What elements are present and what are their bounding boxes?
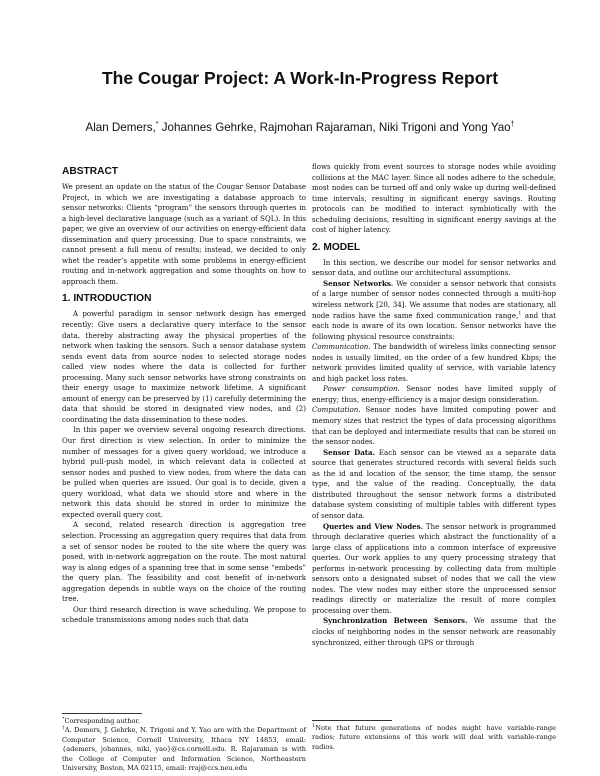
sensor-data-heading: Sensor Data.	[323, 447, 376, 457]
right-top-paragraph: flows quickly from event sources to storage nodes while avoiding collisions at the MAC layer. Since all nodes adhere to the schedule, most nodes can be turned off and only wake up during well-defined time intervals, resulting in significant energy savings. Routing protocols can be modified to interact symbiotically with the scheduling decisions, resulting in significant energy savings at the cost of higher latency.	[312, 162, 556, 235]
right-footnotes	[312, 720, 556, 752]
footnote-affiliation: †A. Demers, J. Gehrke, N. Trigoni and Y. Yao are with the Department of Computer Science, Cornell University, Ithaca NY 14853, email: {ademers, johannes, niki, yao}@cs.cornell.edu. R. Rajaraman is with the College of Computer and Information Science, Northeastern University, Boston, MA 02115, email: rraj@ccs.neu.edu	[62, 725, 307, 773]
first-author-mark: *	[155, 121, 159, 129]
intro-paragraph-2: In this paper we overview several ongoing research directions. Our first direction is view selection. In order to minimize the number of messages for a given query workload, we introduce a hybrid pull-push model, in which relevant data is collected at sensor nodes and pushed to view nodes, from where the data can be pulled when queries are issued. Our goal is to decide, given a query workload, what data we should store and where in the network this data should be stored in order to minimize the expected overall query cost.	[62, 425, 306, 519]
intro-heading: 1. INTRODUCTION	[62, 293, 152, 305]
left-column	[62, 160, 306, 626]
computation-paragraph: Computation. Sensor nodes have limited computing power and memory sizes that restrict the types of data processing algorithms that can be deployed and intermediate results that can be stored on the sensor nodes.	[312, 405, 556, 447]
footnote-rule	[62, 713, 142, 714]
abstract-text: We present an update on the status of the Cougar Sensor Database Project, in which we are investigating a database approach to sensor networks: Clients “program” the sensors through queries in a high-level declarative language (such as a variant of SQL). In this paper, we give an overview of our activities on energy-efficient data dissemination and query processing. Due to space constraints, we cannot present a full menu of results; instead, we decided to only whet the reader’s appetite with some problems in energy-efficient routing and in-network aggregation and some thoughts on how to approach them.	[62, 182, 306, 286]
intro-paragraph-3: A second, related research direction is aggregation tree selection. Processing an aggregation query requires that data from a set of sensor nodes be routed to the site where the query was posed, with in-network aggregation on the route. The most natural way is along edges of a spanning tree that in some sense “embeds” the query plan. The feasibility and cost benefit of in-network aggregation depends in subtle ways on the choice of the routing tree.	[62, 520, 306, 604]
communication-heading: Communication.	[312, 342, 371, 352]
left-footnotes	[62, 713, 306, 773]
power-paragraph: Power consumption. Sensor nodes have limited supply of energy; thus, energy-efficiency is a major design consideration.	[312, 384, 556, 404]
other-authors: Johannes Gehrke, Rajmohan Rajaraman, Niki Trigoni and Yong Yao	[161, 121, 511, 134]
intro-paragraph-1: A powerful paradigm in sensor network design has emerged recently: Give users a declarative query interface to the sensor data, thereby abstracting away the physical properties of the network when tasking the sensors. Such a sensor database system sends event data from source nodes to selected storage nodes called view nodes where the data is collected for further processing. Many such sensor networks have strong constraints on their energy usage to maximize network lifetime. A significant amount of energy can be preserved by (1) carefully determining the data that should be stored in designated view nodes, and (2) coordinating the data dissemination to these nodes.	[62, 309, 306, 424]
footnote-1: $^1$Note that future generations of nodes might have variable-range radios; future extensions of this work will deal with variable-range radios.	[312, 722, 556, 751]
footnote-1-ref: 1	[518, 310, 522, 317]
other-authors-mark: †	[510, 121, 515, 129]
footnote-affiliation-mark: †	[62, 725, 65, 732]
footnote-1-mark: 1	[312, 722, 316, 729]
communication-paragraph: Communication. The bandwidth of wireless links connecting sensor nodes is usually limited, on the order of a few hundred Kbps; the network provides limited quality of service, with variable latency and high packet loss rates.	[312, 342, 556, 383]
footnote-rule-right	[312, 720, 392, 721]
computation-heading: Computation.	[312, 405, 361, 415]
model-heading: 2. MODEL	[312, 241, 361, 253]
paper-title: The Cougar Project: A Work-In-Progress Report	[101, 68, 499, 88]
first-author: Alan Demers,	[85, 121, 156, 134]
footnote-corresponding-mark: *	[62, 715, 65, 722]
abstract-heading: ABSTRACT	[62, 166, 119, 177]
author-list	[0, 121, 600, 134]
sensor-networks-paragraph: Sensor Networks. We consider a sensor network that consists of a large number of sensor nodes connected through a multi-hop wireless network [20, 34]. We assume that nodes are stationary, all node radios have the same fixed communication range,$^1$ and that each node is aware of its own location. Sensor networks have the following physical resource constraints:	[312, 278, 556, 341]
power-heading: Power consumption.	[323, 384, 400, 394]
right-column	[312, 162, 556, 648]
queries-heading: Queries and View Nodes.	[323, 521, 424, 531]
model-intro: In this section, we describe our model for sensor networks and sensor data, and outline our architectural assumptions.	[312, 257, 556, 278]
queries-paragraph: Queries and View Nodes. The sensor network is programmed through declarative queries which abstract the functionality of a large class of applications into a common interface of expressive queries. Our work applies to any query processing strategy that performs in-network processing by collecting data from multiple sensors onto a designated subset of nodes that we call the view nodes. The view nodes may either store the unprocessed sensor readings directly or materialize the result of more complex processing over them.	[312, 521, 557, 615]
intro-paragraph-4: Our third research direction is wave scheduling. We propose to schedule transmissions among nodes such that data	[62, 604, 306, 625]
sensor-networks-heading: Sensor Networks.	[323, 278, 394, 288]
sync-heading: Synchronization Between Sensors.	[323, 616, 468, 626]
sensor-data-paragraph: Sensor Data. Each sensor can be viewed as a separate data source that generates structured records with several fields such as the id and location of the sensor, the time stamp, the sensor type, and the value of the reading. Conceptually, the data distributed throughout the sensor network forms a distributed database system consisting of multiple tables with different types of sensor data.	[312, 447, 556, 520]
footnote-corresponding: *Corresponding author.	[62, 715, 141, 725]
sync-paragraph: Synchronization Between Sensors. We assume that the clocks of neighboring nodes in the sensor network are reasonably synchronized, either through GPS or through	[312, 616, 556, 647]
